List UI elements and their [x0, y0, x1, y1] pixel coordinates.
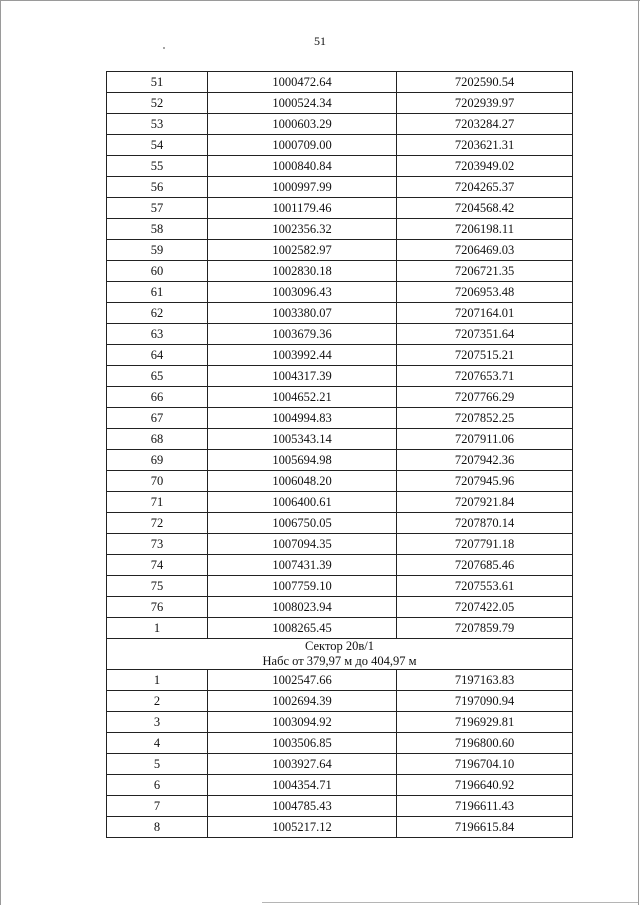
point-number-cell: 57: [107, 198, 208, 219]
point-number-cell: 1: [107, 618, 208, 639]
x-coordinate-cell: 1000603.29: [208, 114, 397, 135]
sector-subtitle: Набс от 379,97 м до 404,97 м: [262, 654, 417, 668]
x-coordinate-cell: 1007431.39: [208, 555, 397, 576]
table-row: [107, 618, 573, 639]
x-coordinate-cell: 1003096.43: [208, 282, 397, 303]
y-coordinate-cell: 7204265.37: [397, 177, 573, 198]
point-number-cell: 58: [107, 219, 208, 240]
x-coordinate-cell: 1004785.43: [208, 796, 397, 817]
x-coordinate-cell: 1002582.97: [208, 240, 397, 261]
table-row: [107, 408, 573, 429]
table-row: [107, 261, 573, 282]
y-coordinate-cell: 7207852.25: [397, 408, 573, 429]
x-coordinate-cell: 1004354.71: [208, 775, 397, 796]
point-number-cell: 8: [107, 817, 208, 838]
x-coordinate-cell: 1003679.36: [208, 324, 397, 345]
point-number-cell: 69: [107, 450, 208, 471]
point-number-cell: 64: [107, 345, 208, 366]
table-row: [107, 114, 573, 135]
x-coordinate-cell: 1000997.99: [208, 177, 397, 198]
table-row: [107, 429, 573, 450]
point-number-cell: 56: [107, 177, 208, 198]
x-coordinate-cell: 1001179.46: [208, 198, 397, 219]
sector-header-row: [107, 639, 573, 670]
x-coordinate-cell: 1000840.84: [208, 156, 397, 177]
y-coordinate-cell: 7207791.18: [397, 534, 573, 555]
x-coordinate-cell: 1006400.61: [208, 492, 397, 513]
x-coordinate-cell: 1002356.32: [208, 219, 397, 240]
table-row: [107, 156, 573, 177]
point-number-cell: 70: [107, 471, 208, 492]
x-coordinate-cell: 1006048.20: [208, 471, 397, 492]
y-coordinate-cell: 7207859.79: [397, 618, 573, 639]
point-number-cell: 68: [107, 429, 208, 450]
table-row: [107, 534, 573, 555]
point-number-cell: 54: [107, 135, 208, 156]
sector-header-cell: [107, 639, 573, 670]
y-coordinate-cell: 7203621.31: [397, 135, 573, 156]
page-frame-top: [0, 0, 640, 1]
y-coordinate-cell: 7207870.14: [397, 513, 573, 534]
table-row: [107, 754, 573, 775]
x-coordinate-cell: 1004994.83: [208, 408, 397, 429]
table-row: [107, 492, 573, 513]
page-frame-bottom: [262, 902, 638, 903]
table-row: [107, 72, 573, 93]
y-coordinate-cell: 7196640.92: [397, 775, 573, 796]
point-number-cell: 67: [107, 408, 208, 429]
point-number-cell: 76: [107, 597, 208, 618]
point-number-cell: 3: [107, 712, 208, 733]
x-coordinate-cell: 1003380.07: [208, 303, 397, 324]
table-row: [107, 817, 573, 838]
point-number-cell: 53: [107, 114, 208, 135]
y-coordinate-cell: 7196704.10: [397, 754, 573, 775]
y-coordinate-cell: 7207685.46: [397, 555, 573, 576]
sector-header-section: [107, 639, 573, 670]
y-coordinate-cell: 7207942.36: [397, 450, 573, 471]
y-coordinate-cell: 7197163.83: [397, 670, 573, 691]
x-coordinate-cell: 1002694.39: [208, 691, 397, 712]
y-coordinate-cell: 7207515.21: [397, 345, 573, 366]
x-coordinate-cell: 1002547.66: [208, 670, 397, 691]
table-row: [107, 219, 573, 240]
x-coordinate-cell: 1006750.05: [208, 513, 397, 534]
table-row: [107, 450, 573, 471]
y-coordinate-cell: 7206198.11: [397, 219, 573, 240]
point-number-cell: 52: [107, 93, 208, 114]
point-number-cell: 60: [107, 261, 208, 282]
point-number-cell: 71: [107, 492, 208, 513]
x-coordinate-cell: 1008265.45: [208, 618, 397, 639]
x-coordinate-cell: 1005217.12: [208, 817, 397, 838]
point-number-cell: 65: [107, 366, 208, 387]
page-frame-right: [638, 0, 639, 905]
y-coordinate-cell: 7206953.48: [397, 282, 573, 303]
y-coordinate-cell: 7207164.01: [397, 303, 573, 324]
coordinates-table-body-top: [107, 72, 573, 639]
y-coordinate-cell: 7207911.06: [397, 429, 573, 450]
table-row: [107, 282, 573, 303]
x-coordinate-cell: 1003094.92: [208, 712, 397, 733]
coordinates-table: [106, 71, 573, 838]
table-row: [107, 135, 573, 156]
point-number-cell: 74: [107, 555, 208, 576]
table-row: [107, 712, 573, 733]
point-number-cell: 2: [107, 691, 208, 712]
sector-title: Сектор 20в/1: [305, 639, 374, 653]
point-number-cell: 63: [107, 324, 208, 345]
table-row: [107, 597, 573, 618]
table-row: [107, 93, 573, 114]
table-row: [107, 324, 573, 345]
point-number-cell: 5: [107, 754, 208, 775]
y-coordinate-cell: 7207766.29: [397, 387, 573, 408]
point-number-cell: 66: [107, 387, 208, 408]
table-row: [107, 177, 573, 198]
table-row: [107, 198, 573, 219]
table-row: [107, 691, 573, 712]
page-number: 51: [314, 34, 326, 48]
point-number-cell: 62: [107, 303, 208, 324]
table-row: [107, 387, 573, 408]
x-coordinate-cell: 1003992.44: [208, 345, 397, 366]
table-row: [107, 775, 573, 796]
table-row: [107, 366, 573, 387]
y-coordinate-cell: 7196929.81: [397, 712, 573, 733]
y-coordinate-cell: 7202939.97: [397, 93, 573, 114]
table-row: [107, 471, 573, 492]
table-row: [107, 345, 573, 366]
table-row: [107, 733, 573, 754]
y-coordinate-cell: 7206721.35: [397, 261, 573, 282]
table-row: [107, 555, 573, 576]
point-number-cell: 6: [107, 775, 208, 796]
table-row: [107, 796, 573, 817]
x-coordinate-cell: 1004652.21: [208, 387, 397, 408]
point-number-cell: 61: [107, 282, 208, 303]
x-coordinate-cell: 1008023.94: [208, 597, 397, 618]
y-coordinate-cell: 7204568.42: [397, 198, 573, 219]
coordinates-table-body-bottom: [107, 670, 573, 838]
point-number-cell: 59: [107, 240, 208, 261]
y-coordinate-cell: 7207945.96: [397, 471, 573, 492]
table-row: [107, 576, 573, 597]
point-number-cell: 55: [107, 156, 208, 177]
x-coordinate-cell: 1005343.14: [208, 429, 397, 450]
y-coordinate-cell: 7207422.05: [397, 597, 573, 618]
x-coordinate-cell: 1000472.64: [208, 72, 397, 93]
x-coordinate-cell: 1004317.39: [208, 366, 397, 387]
point-number-cell: 75: [107, 576, 208, 597]
table-row: [107, 303, 573, 324]
point-number-cell: 1: [107, 670, 208, 691]
point-number-cell: 73: [107, 534, 208, 555]
y-coordinate-cell: 7207553.61: [397, 576, 573, 597]
x-coordinate-cell: 1000709.00: [208, 135, 397, 156]
x-coordinate-cell: 1000524.34: [208, 93, 397, 114]
y-coordinate-cell: 7202590.54: [397, 72, 573, 93]
x-coordinate-cell: 1005694.98: [208, 450, 397, 471]
y-coordinate-cell: 7197090.94: [397, 691, 573, 712]
table-row: [107, 513, 573, 534]
point-number-cell: 7: [107, 796, 208, 817]
y-coordinate-cell: 7203284.27: [397, 114, 573, 135]
x-coordinate-cell: 1003927.64: [208, 754, 397, 775]
table-row: [107, 670, 573, 691]
page-frame-left: [0, 0, 1, 905]
y-coordinate-cell: 7207351.64: [397, 324, 573, 345]
y-coordinate-cell: 7207653.71: [397, 366, 573, 387]
y-coordinate-cell: 7206469.03: [397, 240, 573, 261]
point-number-cell: 51: [107, 72, 208, 93]
x-coordinate-cell: 1003506.85: [208, 733, 397, 754]
x-coordinate-cell: 1007759.10: [208, 576, 397, 597]
y-coordinate-cell: 7196611.43: [397, 796, 573, 817]
y-coordinate-cell: 7207921.84: [397, 492, 573, 513]
point-number-cell: 4: [107, 733, 208, 754]
table-row: [107, 240, 573, 261]
y-coordinate-cell: 7196800.60: [397, 733, 573, 754]
point-number-cell: 72: [107, 513, 208, 534]
x-coordinate-cell: 1007094.35: [208, 534, 397, 555]
x-coordinate-cell: 1002830.18: [208, 261, 397, 282]
y-coordinate-cell: 7203949.02: [397, 156, 573, 177]
y-coordinate-cell: 7196615.84: [397, 817, 573, 838]
